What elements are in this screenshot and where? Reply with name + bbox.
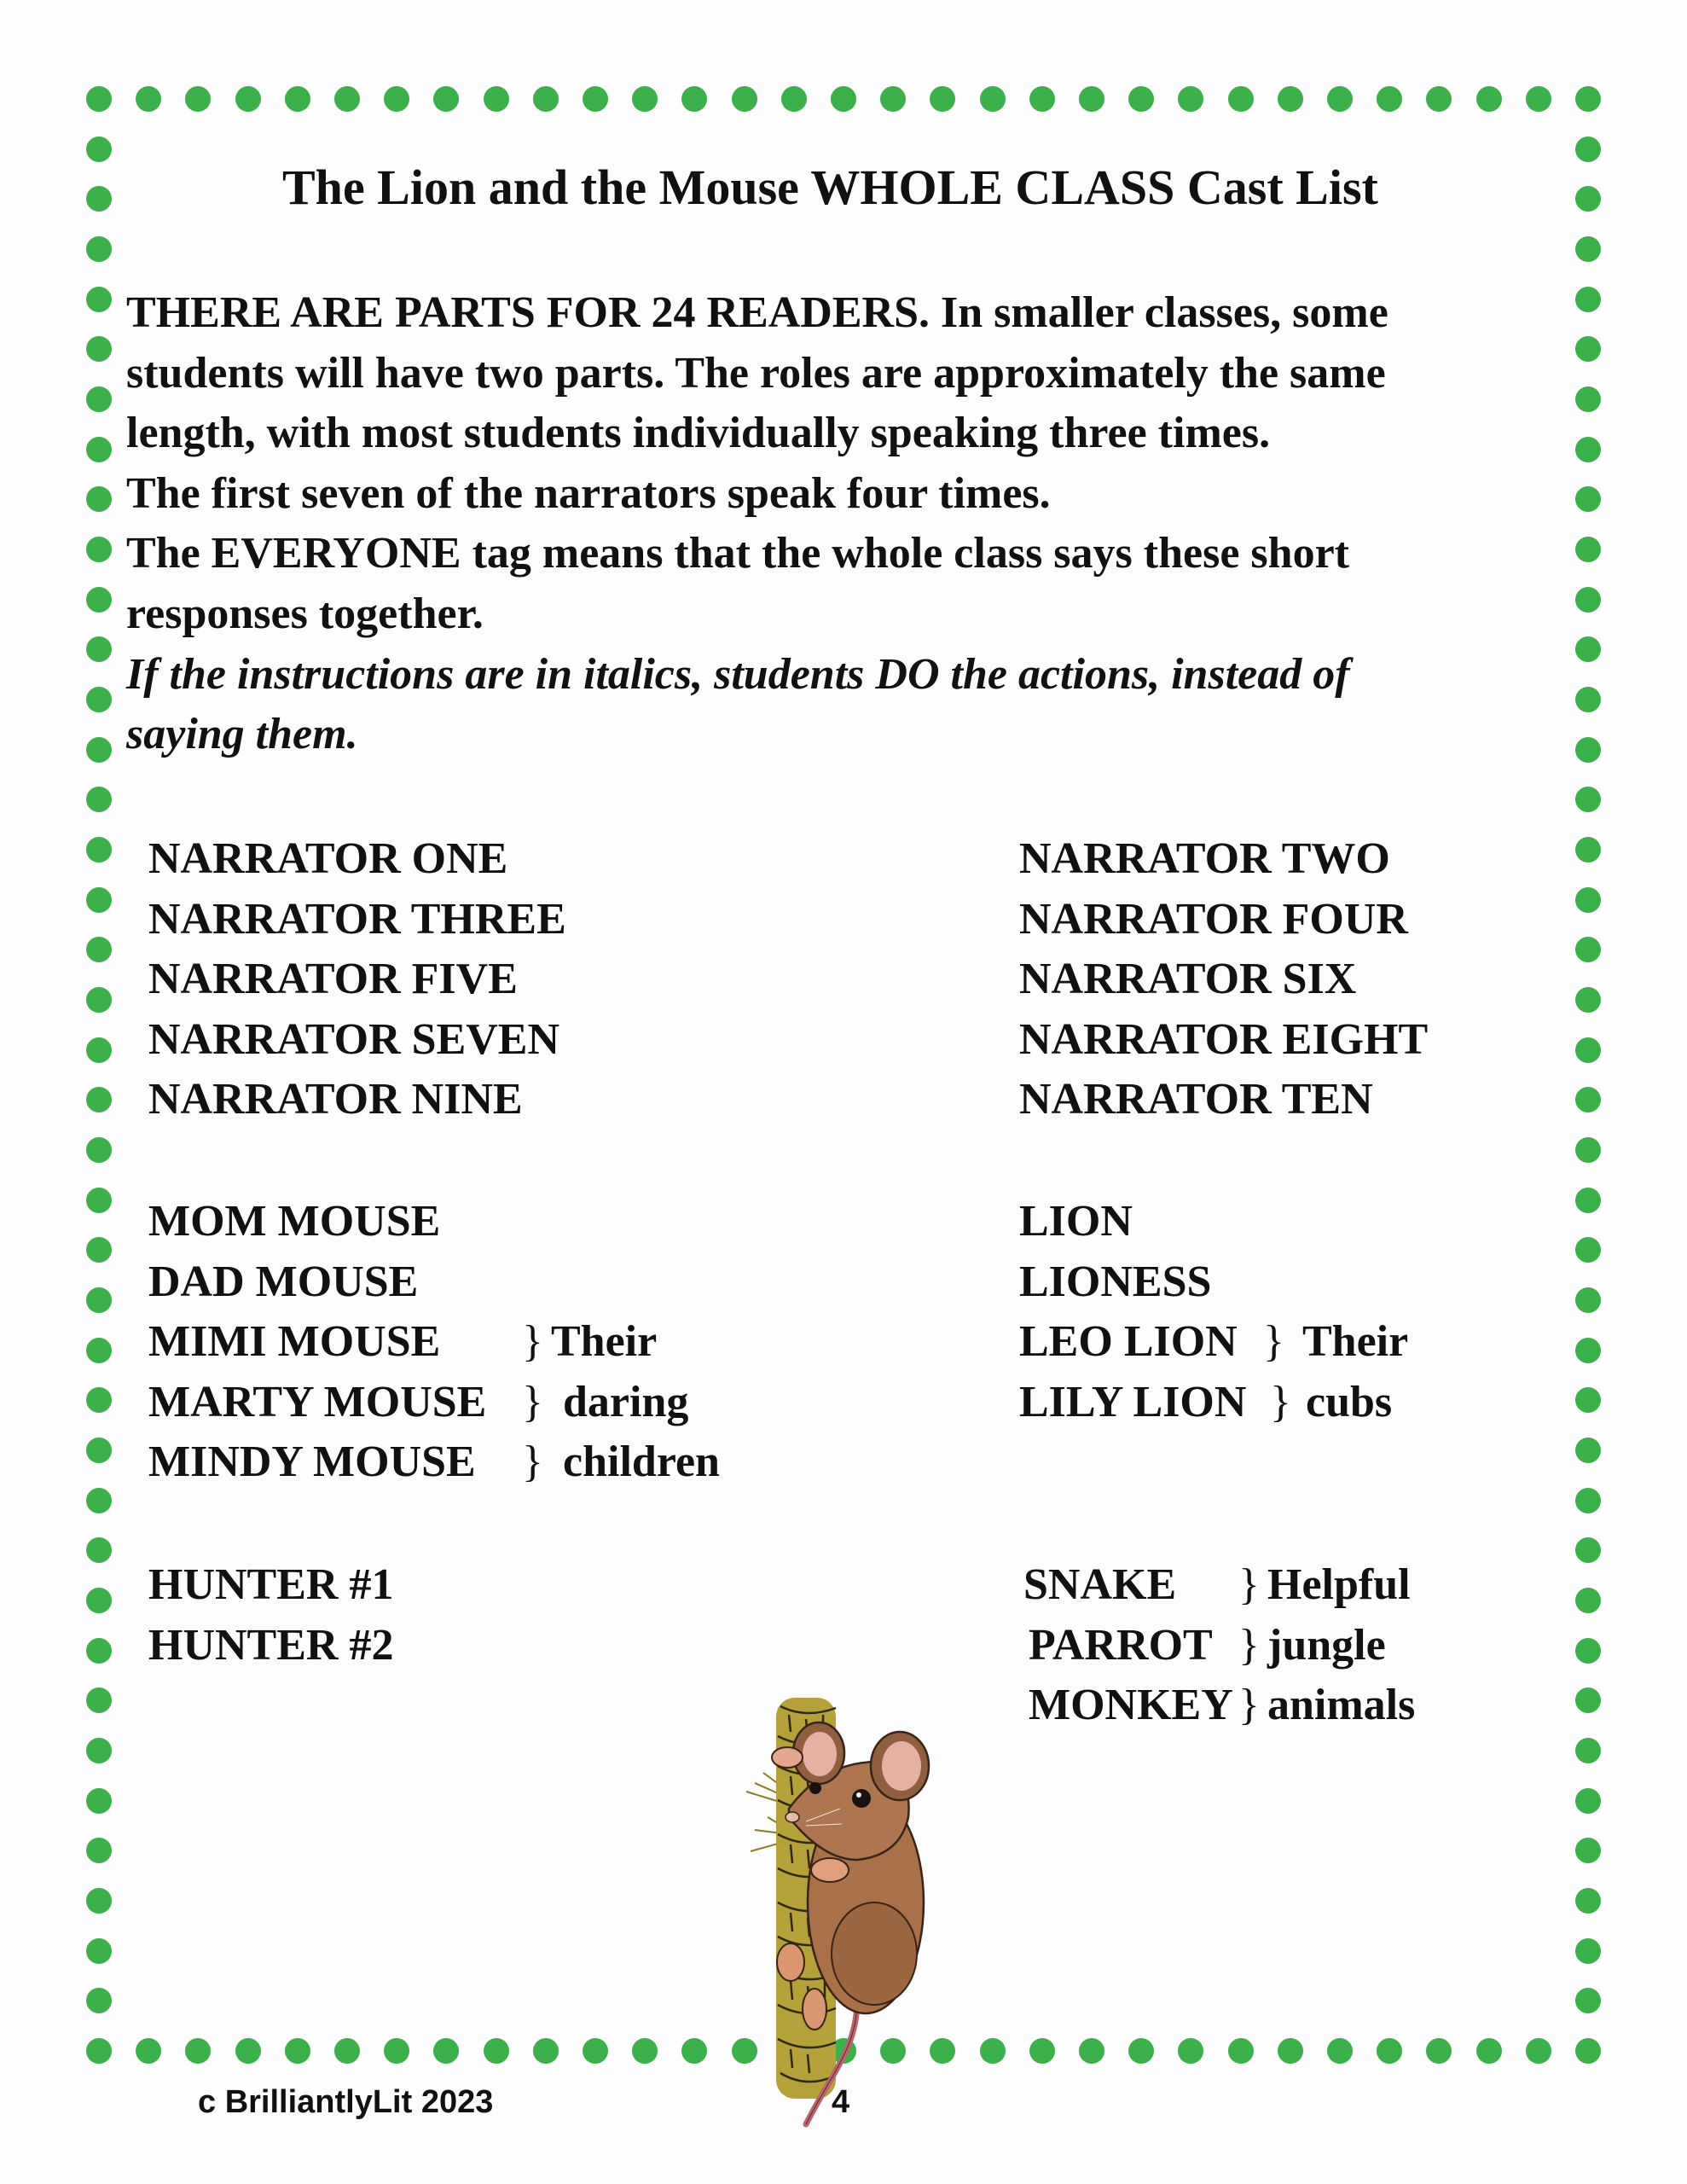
border-dot: [1575, 1087, 1601, 1112]
border-dot: [86, 887, 112, 913]
cast-role: NARRATOR TWO: [1019, 834, 1390, 883]
page-title: The Lion and the Mouse WHOLE CLASS Cast List: [282, 160, 1378, 215]
border-dot: [681, 86, 707, 112]
border-dot: [1575, 887, 1601, 913]
italic-instruction-line: saying them.: [126, 710, 358, 759]
border-dot: [1575, 636, 1601, 662]
border-dot: [1278, 2038, 1303, 2064]
border-dot: [1575, 787, 1601, 812]
border-dot: [1079, 86, 1104, 112]
border-dot: [583, 86, 608, 112]
border-dot: [433, 2038, 459, 2064]
cast-role: MIMI MOUSE: [148, 1317, 441, 1367]
border-dot: [86, 1888, 112, 1914]
border-dot: [86, 1687, 112, 1713]
border-dot: [681, 2038, 707, 2064]
border-dot: [1575, 1137, 1601, 1163]
border-dot: [1029, 2038, 1055, 2064]
border-dot: [86, 1938, 112, 1964]
border-dot: [86, 1438, 112, 1463]
border-dot: [86, 1638, 112, 1664]
border-dot: [86, 437, 112, 462]
border-dot: [1377, 86, 1402, 112]
border-dot: [1575, 1687, 1601, 1713]
border-dot: [533, 86, 559, 112]
border-dot: [484, 2038, 509, 2064]
border-dot: [86, 1037, 112, 1063]
border-dot: [86, 1488, 112, 1513]
border-dot: [632, 86, 658, 112]
border-dot: [1575, 687, 1601, 712]
group-note: children: [563, 1438, 720, 1487]
cast-role: LILY LION: [1019, 1377, 1247, 1426]
group-note: daring: [563, 1377, 689, 1426]
border-dot: [334, 2038, 360, 2064]
border-dot: [86, 987, 112, 1013]
cast-role: LEO LION: [1019, 1317, 1238, 1367]
border-dot: [1575, 1188, 1601, 1213]
border-dot: [1575, 1237, 1601, 1263]
group-note: cubs: [1306, 1377, 1393, 1426]
border-dot: [1575, 1488, 1601, 1513]
cast-role: NARRATOR NINE: [148, 1075, 523, 1124]
border-dot: [86, 1838, 112, 1863]
border-dot: [1526, 86, 1551, 112]
cast-role: NARRATOR THREE: [148, 894, 566, 944]
border-dot: [285, 2038, 310, 2064]
border-dot: [1476, 2038, 1502, 2064]
border-dot: [384, 86, 409, 112]
border-dot: [831, 86, 856, 112]
border-dot: [1575, 837, 1601, 863]
cast-role: HUNTER #1: [148, 1560, 394, 1609]
border-dot: [1575, 1638, 1601, 1664]
cast-role: NARRATOR TEN: [1019, 1075, 1373, 1124]
cast-role: NARRATOR SEVEN: [148, 1014, 560, 1064]
border-dot: [86, 486, 112, 512]
border-dot: [980, 86, 1006, 112]
brace: }: [522, 1377, 543, 1426]
cast-role: DAD MOUSE: [148, 1257, 419, 1306]
border-dot: [1575, 2038, 1601, 2064]
border-dot: [1575, 386, 1601, 412]
cast-role: NARRATOR EIGHT: [1019, 1014, 1429, 1064]
border-dot: [1575, 587, 1601, 613]
cast-role: LIONESS: [1019, 1257, 1212, 1306]
border-dot: [1426, 2038, 1452, 2064]
border-dot: [1575, 486, 1601, 512]
cast-role: PARROT: [1029, 1620, 1213, 1670]
border-dot: [384, 2038, 409, 2064]
border-dot: [1575, 737, 1601, 763]
border-dot: [86, 1237, 112, 1263]
cast-role: NARRATOR FOUR: [1019, 894, 1408, 944]
brace: }: [522, 1317, 543, 1367]
border-dot: [86, 537, 112, 562]
border-dot: [1526, 2038, 1551, 2064]
intro-line: responses together.: [126, 589, 484, 638]
border-dot: [86, 1137, 112, 1163]
border-dot: [1575, 937, 1601, 962]
intro-line: The first seven of the narrators speak four times.: [126, 468, 1051, 518]
border-dot: [1575, 987, 1601, 1013]
border-dot: [86, 1537, 112, 1563]
group-note: Their: [551, 1317, 658, 1367]
border-dot: [1575, 1738, 1601, 1763]
border-dot: [86, 186, 112, 212]
border-dot: [86, 1788, 112, 1814]
border-dot: [1575, 1988, 1601, 2013]
border-dot: [86, 136, 112, 162]
border-dot: [1575, 287, 1601, 312]
border-dot: [1228, 86, 1254, 112]
brace: }: [1238, 1560, 1260, 1609]
border-dot: [86, 336, 112, 362]
border-dot: [1377, 2038, 1402, 2064]
copyright-text: c BrilliantlyLit 2023: [198, 2084, 494, 2120]
border-dot: [86, 1287, 112, 1313]
border-dot: [1575, 136, 1601, 162]
border-dot: [1575, 437, 1601, 462]
border-dot: [1575, 86, 1601, 112]
border-dot: [334, 86, 360, 112]
cast-role: NARRATOR FIVE: [148, 955, 518, 1004]
border-dot: [632, 2038, 658, 2064]
border-dot: [1575, 236, 1601, 262]
border-dot: [86, 837, 112, 863]
border-dot: [1575, 1387, 1601, 1413]
border-dot: [86, 737, 112, 763]
border-dot: [1228, 2038, 1254, 2064]
border-dot: [86, 236, 112, 262]
group-note: Their: [1302, 1317, 1409, 1367]
border-dot: [86, 1087, 112, 1112]
border-dot: [1178, 2038, 1203, 2064]
border-dot: [1575, 336, 1601, 362]
border-dot: [86, 86, 112, 112]
brace: }: [1238, 1620, 1260, 1670]
border-dot: [1575, 1338, 1601, 1363]
border-dot: [86, 1338, 112, 1363]
cast-role: MARTY MOUSE: [148, 1377, 487, 1426]
cast-role: LION: [1019, 1197, 1133, 1246]
border-dot: [86, 1188, 112, 1213]
border-dot: [86, 787, 112, 812]
cast-role: SNAKE: [1023, 1560, 1177, 1609]
lion-family-list: [1019, 1192, 1531, 1432]
brace: }: [1263, 1317, 1284, 1367]
border-dot: [185, 2038, 211, 2064]
border-dot: [136, 86, 161, 112]
page-number: 4: [832, 2084, 850, 2120]
intro-line: students will have two parts. The roles are approximately the same: [126, 348, 1386, 398]
border-dot: [1476, 86, 1502, 112]
border-dot: [1278, 86, 1303, 112]
cast-role: NARRATOR ONE: [148, 834, 508, 883]
cast-role: HUNTER #2: [148, 1620, 394, 1670]
border-dot: [1575, 1938, 1601, 1964]
border-dot: [86, 937, 112, 962]
border-dot: [86, 687, 112, 712]
border-dot: [880, 86, 906, 112]
border-dot: [1178, 86, 1203, 112]
brace: }: [1238, 1681, 1260, 1730]
border-dot: [1575, 1037, 1601, 1063]
border-dot: [1029, 86, 1055, 112]
cast-role: MINDY MOUSE: [148, 1438, 476, 1487]
border-dot: [1128, 86, 1154, 112]
border-dot: [781, 86, 807, 112]
border-dot: [1327, 2038, 1353, 2064]
border-dot: [533, 2038, 559, 2064]
border-dot: [86, 636, 112, 662]
border-dot: [86, 1738, 112, 1763]
border-dot: [1327, 86, 1353, 112]
border-dot: [86, 587, 112, 613]
brace: }: [522, 1438, 543, 1487]
mouse-family-list: [148, 1192, 762, 1493]
intro-line: length, with most students individually speaking three times.: [126, 409, 1271, 458]
group-note: animals: [1267, 1681, 1416, 1730]
border-dot: [235, 2038, 261, 2064]
border-dot: [1575, 1888, 1601, 1914]
border-dot: [285, 86, 310, 112]
border-dot: [136, 2038, 161, 2064]
border-dot: [1575, 1788, 1601, 1814]
border-dot: [980, 2038, 1006, 2064]
border-dot: [1575, 1588, 1601, 1613]
border-dot: [86, 287, 112, 312]
border-dot: [1079, 2038, 1104, 2064]
mouse-climbing-rope-icon: [729, 1681, 934, 2133]
group-note: Helpful: [1267, 1560, 1411, 1609]
border-dot: [86, 2038, 112, 2064]
border-dot: [484, 86, 509, 112]
border-dot: [1128, 2038, 1154, 2064]
border-dot: [583, 2038, 608, 2064]
group-note: jungle: [1267, 1620, 1386, 1670]
jungle-animals-list: [1023, 1555, 1535, 1736]
border-dot: [86, 386, 112, 412]
border-dot: [235, 86, 261, 112]
italic-instruction-line: If the instructions are in italics, students DO the actions, instead of: [126, 649, 1350, 699]
intro-line: THERE ARE PARTS FOR 24 READERS. In smaller classes, some: [126, 288, 1388, 337]
border-dot: [86, 1387, 112, 1413]
cast-role: MONKEY: [1029, 1681, 1233, 1730]
intro-paragraph: [126, 283, 1576, 765]
border-dot: [1575, 1438, 1601, 1463]
border-dot: [86, 1588, 112, 1613]
border-dot: [1575, 1838, 1601, 1863]
border-dot: [1575, 1537, 1601, 1563]
border-dot: [1426, 86, 1452, 112]
border-dot: [1575, 1287, 1601, 1313]
border-dot: [1575, 537, 1601, 562]
border-dot: [86, 1988, 112, 2013]
brace: }: [1270, 1377, 1291, 1426]
border-dot: [433, 86, 459, 112]
intro-line: The EVERYONE tag means that the whole class says these short: [126, 529, 1349, 578]
cast-role: MOM MOUSE: [148, 1197, 441, 1246]
border-dot: [1575, 186, 1601, 212]
border-dot: [732, 86, 757, 112]
border-dot: [185, 86, 211, 112]
cast-role: NARRATOR SIX: [1019, 955, 1357, 1004]
border-dot: [930, 86, 955, 112]
